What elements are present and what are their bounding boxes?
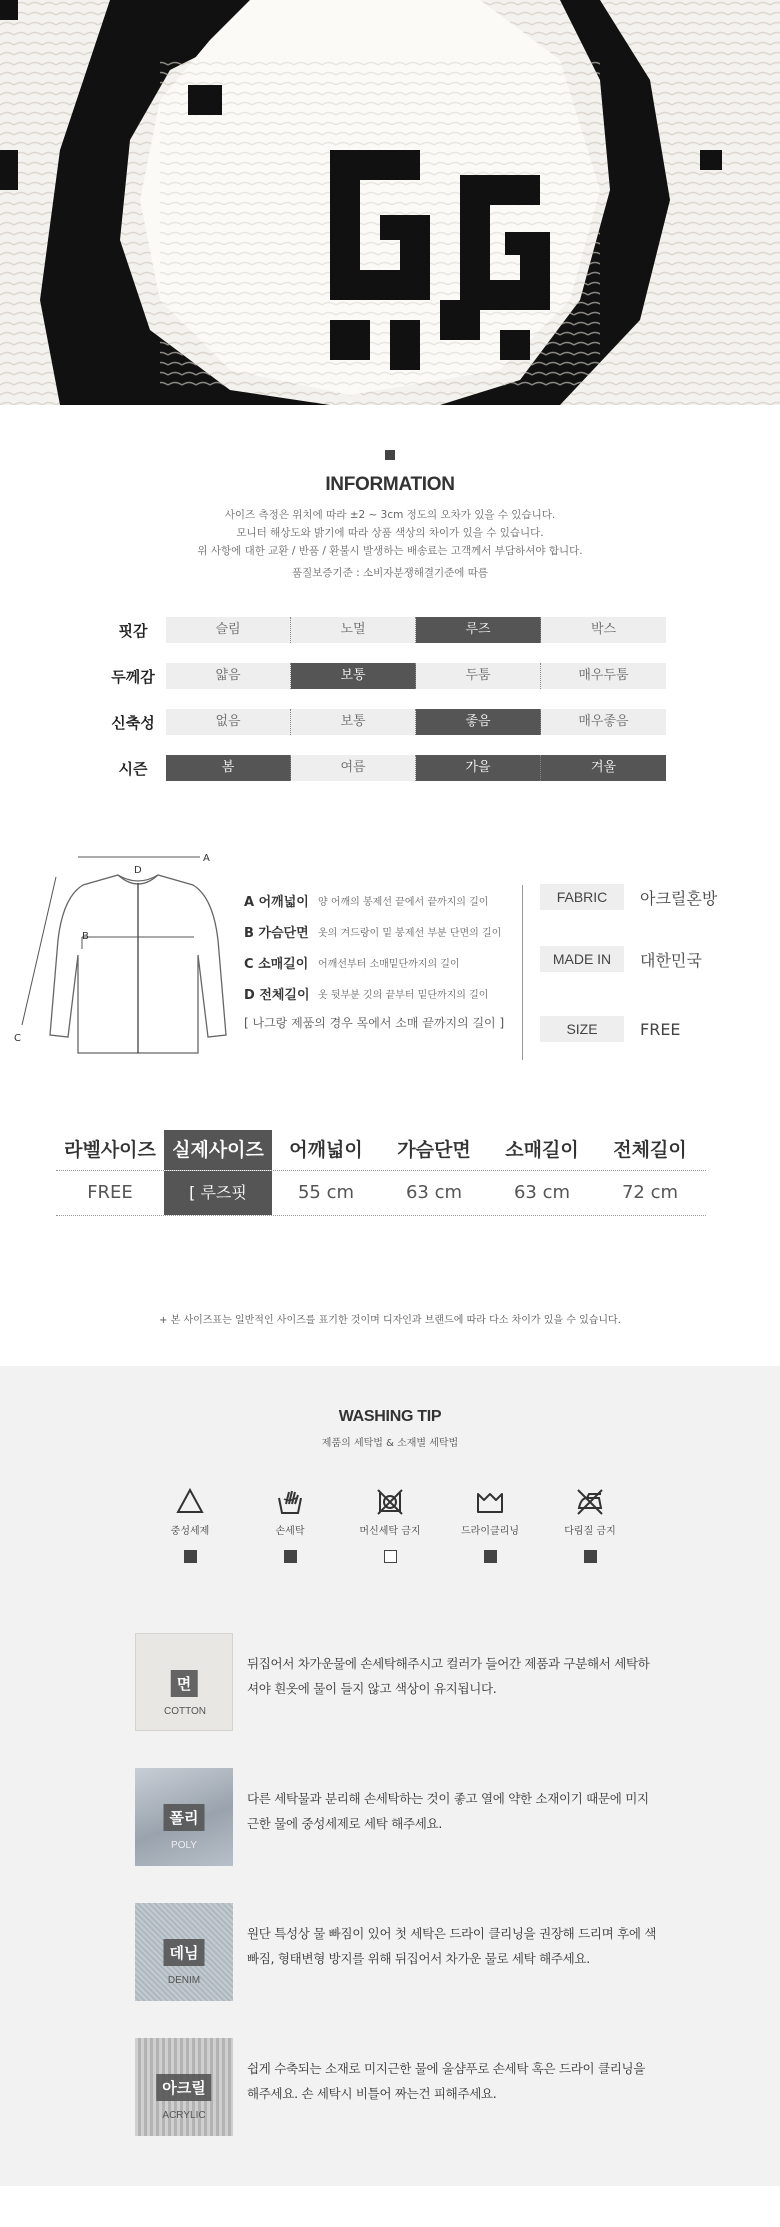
wash-item-dry-clean	[440, 1486, 540, 1563]
checked-box-icon	[184, 1550, 197, 1563]
size-table-header-cell: 전체길이	[613, 1139, 687, 1161]
attribute-option: 매우두툼	[541, 663, 666, 689]
measure-desc: 옷의 겨드랑이 밑 봉제선 부분 단면의 길이	[318, 927, 502, 939]
measure-row	[244, 916, 504, 946]
size-table-header-cell: 가슴단면	[397, 1139, 471, 1161]
wash-label: 중성세제	[170, 1526, 210, 1537]
fabric-en-label: COTTON	[163, 1706, 207, 1717]
dry-clean-icon	[475, 1486, 505, 1516]
fabric-swatch	[135, 2038, 233, 2136]
measure-desc: 양 어깨의 봉제선 끝에서 끝까지의 길이	[318, 896, 489, 908]
wash-label: 머신세탁 금지	[359, 1526, 421, 1537]
fabric-en-label: DENIM	[167, 1975, 201, 1986]
wash-label: 드라이클리닝	[461, 1526, 519, 1537]
measure-key: A 어깨넓이	[244, 894, 309, 910]
diagram-label-a: A	[203, 853, 210, 864]
size-table-row	[56, 1171, 706, 1246]
attribute-option: 여름	[291, 755, 416, 781]
fabric-en-label: POLY	[171, 1840, 197, 1851]
attribute-label: 시즌	[118, 759, 148, 778]
fabric-item-poly	[135, 1768, 657, 1866]
size-table-header-cell: 어깨넓이	[289, 1139, 363, 1161]
spec-value: 대한민국	[640, 950, 702, 970]
spec-row-fabric	[540, 883, 717, 911]
measure-row	[244, 885, 504, 915]
attribute-option-selected: 가을	[416, 755, 541, 781]
no-iron-icon	[575, 1486, 605, 1516]
fabric-en-label: ACRYLIC	[162, 2110, 206, 2121]
information-line: 사이즈 측정은 위치에 따라 ±2 ~ 3cm 정도의 오차가 있을 수 있습니다.	[224, 509, 556, 521]
spec-row-size	[540, 1015, 681, 1043]
size-table	[56, 1130, 706, 1246]
attribute-table	[100, 617, 670, 801]
attribute-row-season	[100, 755, 670, 781]
washing-subtitle: 제품의 세탁법 & 소재별 세탁법	[321, 1438, 459, 1449]
divider	[522, 885, 523, 1060]
size-table-cell: 63 cm	[405, 1182, 463, 1203]
attribute-option-selected: 겨울	[541, 755, 666, 781]
attribute-option: 보통	[291, 709, 416, 735]
spec-label: MADE IN	[540, 946, 624, 972]
attribute-row-thickness	[100, 663, 670, 689]
measurement-definitions	[244, 885, 504, 1031]
attribute-option-selected: 루즈	[416, 617, 541, 643]
fabric-care-list	[135, 1633, 657, 2173]
hand-wash-icon	[275, 1486, 305, 1516]
wash-label: 손세탁	[275, 1526, 305, 1537]
wash-item-no-machine-wash	[340, 1486, 440, 1563]
size-table-cell: 72 cm	[621, 1182, 679, 1203]
size-table-header-cell: 라벨사이즈	[64, 1139, 156, 1161]
fabric-item-denim	[135, 1903, 657, 2001]
attribute-option: 매우좋음	[541, 709, 666, 735]
measurement-section	[0, 845, 780, 1065]
size-table-cell-highlight: [ 루즈핏 ]95~100	[164, 1171, 272, 1215]
sweater-diagram-icon	[8, 845, 238, 1065]
fabric-swatch	[135, 1633, 233, 1731]
measure-key: B 가슴단면	[244, 925, 309, 941]
raglan-note: [ 나그랑 제품의 경우 목에서 소매 끝까지의 길이 ]	[244, 1016, 505, 1030]
wash-item-no-iron	[540, 1486, 640, 1563]
neutral-detergent-icon	[175, 1486, 205, 1516]
size-table-header-cell-highlight: 실제사이즈	[164, 1130, 272, 1170]
measure-desc: 어깨선부터 소매밑단까지의 길이	[318, 958, 460, 970]
square-marker-icon	[385, 450, 395, 460]
washing-title: WASHING TIP	[338, 1408, 442, 1425]
fabric-care-text: 원단 특성상 물 빠짐이 있어 첫 세탁은 드라이 클리닝을 권장해 드리며 후에 색빠짐, 형태변형 방지를 위해 뒤집어서 차가운 물로 세탁 해주세요.	[247, 1926, 657, 1966]
attribute-option-selected: 좋음	[416, 709, 541, 735]
measure-key: C 소매길이	[244, 956, 309, 972]
attribute-row-fit	[100, 617, 670, 643]
fabric-badge: 폴리	[164, 1804, 205, 1831]
unchecked-box-icon	[384, 1550, 397, 1563]
attribute-option: 없음	[166, 709, 291, 735]
attribute-option-selected: 봄	[166, 755, 291, 781]
attribute-option: 슬림	[166, 617, 291, 643]
wash-item-neutral-detergent	[140, 1486, 240, 1563]
size-table-cell: FREE	[87, 1182, 133, 1203]
fabric-badge: 면	[171, 1670, 198, 1697]
checked-box-icon	[284, 1550, 297, 1563]
fabric-swatch	[135, 1768, 233, 1866]
diagram-label-c: C	[14, 1033, 21, 1044]
fabric-item-cotton	[135, 1633, 657, 1731]
table-divider	[56, 1215, 706, 1216]
size-table-header	[56, 1130, 706, 1170]
checked-box-icon	[484, 1550, 497, 1563]
information-section	[0, 450, 780, 582]
spec-label: SIZE	[540, 1016, 624, 1042]
measure-row	[244, 978, 504, 1008]
diagram-label-b: B	[82, 931, 89, 942]
checked-box-icon	[584, 1550, 597, 1563]
attribute-option: 얇음	[166, 663, 291, 689]
attribute-label: 두께감	[111, 667, 155, 686]
fabric-item-acrylic	[135, 2038, 657, 2136]
spec-value: 아크릴혼방	[640, 888, 718, 908]
washing-icons	[140, 1486, 640, 1563]
size-table-header-cell: 소매길이	[505, 1139, 579, 1161]
attribute-option-selected: 보통	[291, 663, 416, 689]
size-table-cell: 55 cm	[297, 1182, 355, 1203]
fabric-swatch	[135, 1903, 233, 2001]
fabric-care-text: 쉽게 수축되는 소재로 미지근한 물에 울샴푸로 손세탁 혹은 드라이 클리닝을 해주세요. 손 세탁시 비틀어 짜는건 피해주세요.	[247, 2061, 646, 2101]
wash-item-hand-wash	[240, 1486, 340, 1563]
information-line: 모니터 해상도와 밝기에 따라 상품 색상의 차이가 있을 수 있습니다.	[236, 527, 544, 539]
fabric-care-text: 다른 세탁물과 분리해 손세탁하는 것이 좋고 열에 약한 소재이기 때문에 미지근한 물에 중성세제로 세탁 해주세요.	[247, 1791, 649, 1831]
fabric-care-text: 뒤집어서 차가운물에 손세탁해주시고 컬러가 들어간 제품과 구분해서 세탁하셔야 흰옷에 물이 들지 않고 색상이 유지됩니다.	[247, 1656, 650, 1696]
product-knit-closeup-image	[0, 0, 780, 405]
spec-row-made-in	[540, 945, 702, 973]
information-line: 위 사항에 대한 교환 / 반품 / 환불시 발생하는 배송료는 고객께서 부담하셔야 합니다.	[197, 545, 583, 557]
attribute-row-stretch	[100, 709, 670, 735]
spec-label: FABRIC	[540, 884, 624, 910]
information-title: INFORMATION	[325, 474, 455, 495]
measure-key: D 전체길이	[244, 987, 310, 1003]
attribute-option: 노멀	[291, 617, 416, 643]
no-machine-wash-icon	[375, 1486, 405, 1516]
quality-standard: 품질보증기준 : 소비자분쟁해결기준에 따름	[291, 567, 489, 579]
measure-row	[244, 947, 504, 977]
spec-value: FREE	[640, 1019, 681, 1039]
attribute-option: 두툼	[416, 663, 541, 689]
size-notice: + 본 사이즈표는 일반적인 사이즈를 표기한 것이며 디자인과 브랜드에 따라 다소 차이가 있을 수 있습니다.	[159, 1315, 621, 1326]
measure-desc: 옷 뒷부분 깃의 끝부터 밑단까지의 길이	[318, 989, 489, 1001]
wash-label: 다림질 금지	[564, 1526, 616, 1537]
fabric-badge: 아크릴	[156, 2074, 211, 2101]
attribute-label: 신축성	[111, 713, 155, 732]
fabric-badge: 데님	[164, 1939, 205, 1966]
diagram-label-d: D	[134, 865, 142, 876]
size-table-cell: 63 cm	[513, 1182, 571, 1203]
attribute-option: 박스	[541, 617, 666, 643]
washing-tip-section	[0, 1366, 780, 2186]
attribute-label: 핏감	[118, 621, 148, 640]
